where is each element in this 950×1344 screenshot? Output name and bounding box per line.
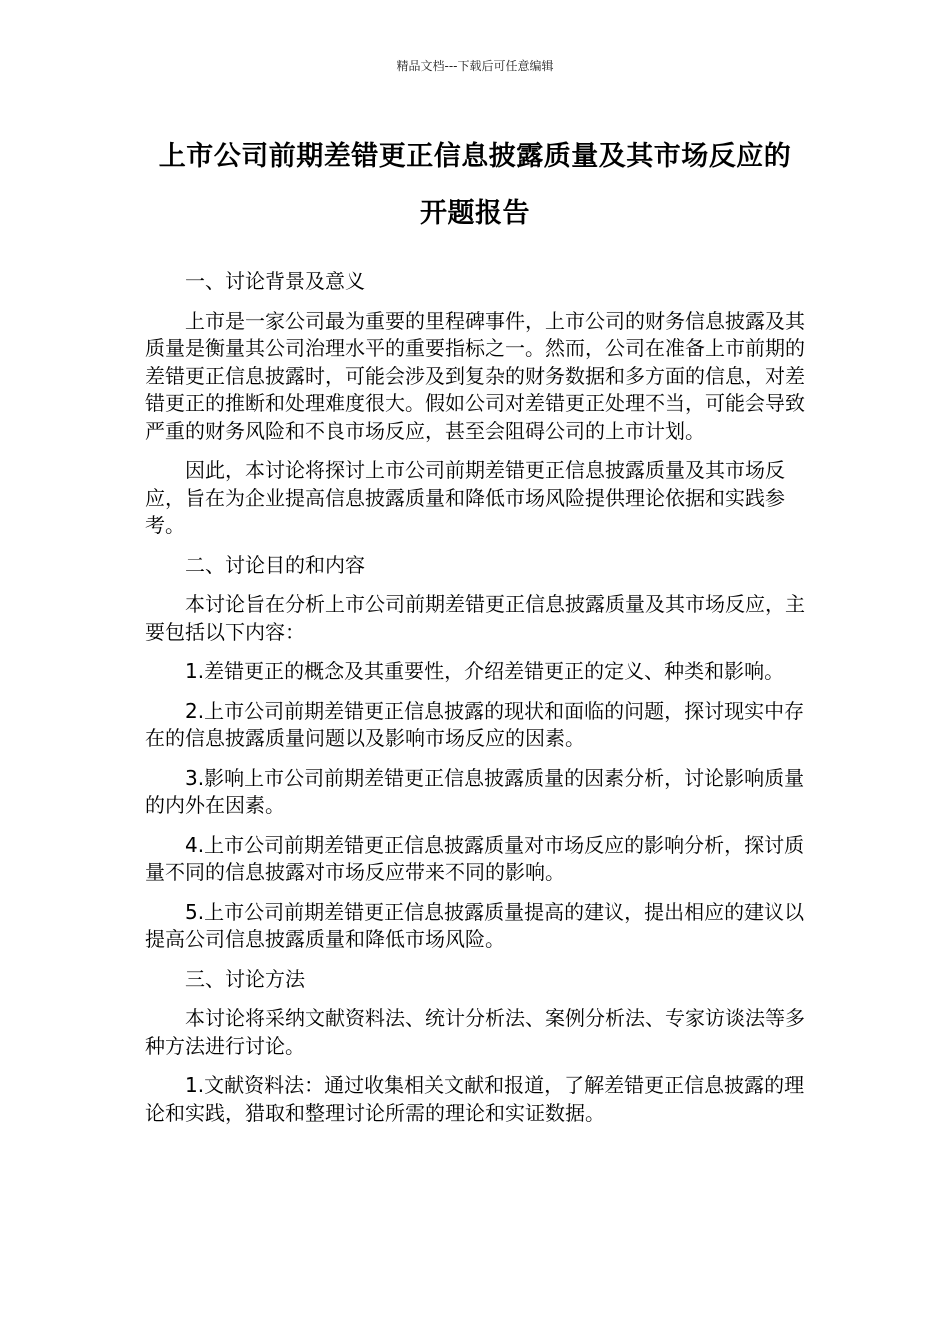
list-item: 1.文献资料法：通过收集相关文献和报道，了解差错更正信息披露的理论和实践，猎取和整理讨论所需的理论和实证数据。	[145, 1073, 805, 1125]
paragraph: 本讨论将采纳文献资料法、统计分析法、案例分析法、专家访谈法等多种方法进行讨论。	[145, 1006, 805, 1058]
paragraph: 因此，本讨论将探讨上市公司前期差错更正信息披露质量及其市场反应，旨在为企业提高信息披露质量和降低市场风险提供理论依据和实践参考。	[145, 458, 785, 537]
section-heading-objectives: 二、讨论目的和内容	[185, 552, 365, 577]
document-body	[145, 268, 805, 1139]
title-line-1: 上市公司前期差错更正信息披露质量及其市场反应的	[158, 141, 792, 172]
title-line-2: 开题报告	[420, 198, 530, 229]
list-item: 2.上市公司前期差错更正信息披露的现状和面临的问题，探讨现实中存在的信息披露质量问题以及影响市场反应的因素。	[145, 698, 805, 750]
list-item: 3.影响上市公司前期差错更正信息披露质量的因素分析，讨论影响质量的内外在因素。	[145, 765, 805, 817]
list-item: 5.上市公司前期差错更正信息披露质量提高的建议，提出相应的建议以提高公司信息披露质量和降低市场风险。	[145, 899, 805, 951]
page-header: 精品文档---下载后可任意编辑	[396, 59, 554, 73]
document-title	[130, 128, 820, 242]
list-item: 1.差错更正的概念及其重要性，介绍差错更正的定义、种类和影响。	[185, 659, 785, 683]
paragraph: 上市是一家公司最为重要的里程碑事件，上市公司的财务信息披露及其质量是衡量其公司治理水平的重要指标之一。然而，公司在准备上市前期的差错更正信息披露时，可能会涉及到复杂的财务数据和多方面的信息，对差错更正的推断和处理难度很大。假如公司对差错更正处理不当，可能会导致严重的财务风险和不良市场反应，甚至会阻碍公司的上市计划。	[145, 308, 805, 443]
section-heading-methods: 三、讨论方法	[185, 966, 305, 991]
section-heading-background: 一、讨论背景及意义	[185, 269, 365, 293]
paragraph: 本讨论旨在分析上市公司前期差错更正信息披露质量及其市场反应，主要包括以下内容：	[145, 592, 805, 644]
list-item: 4.上市公司前期差错更正信息披露质量对市场反应的影响分析，探讨质量不同的信息披露对市场反应带来不同的影响。	[145, 832, 805, 884]
